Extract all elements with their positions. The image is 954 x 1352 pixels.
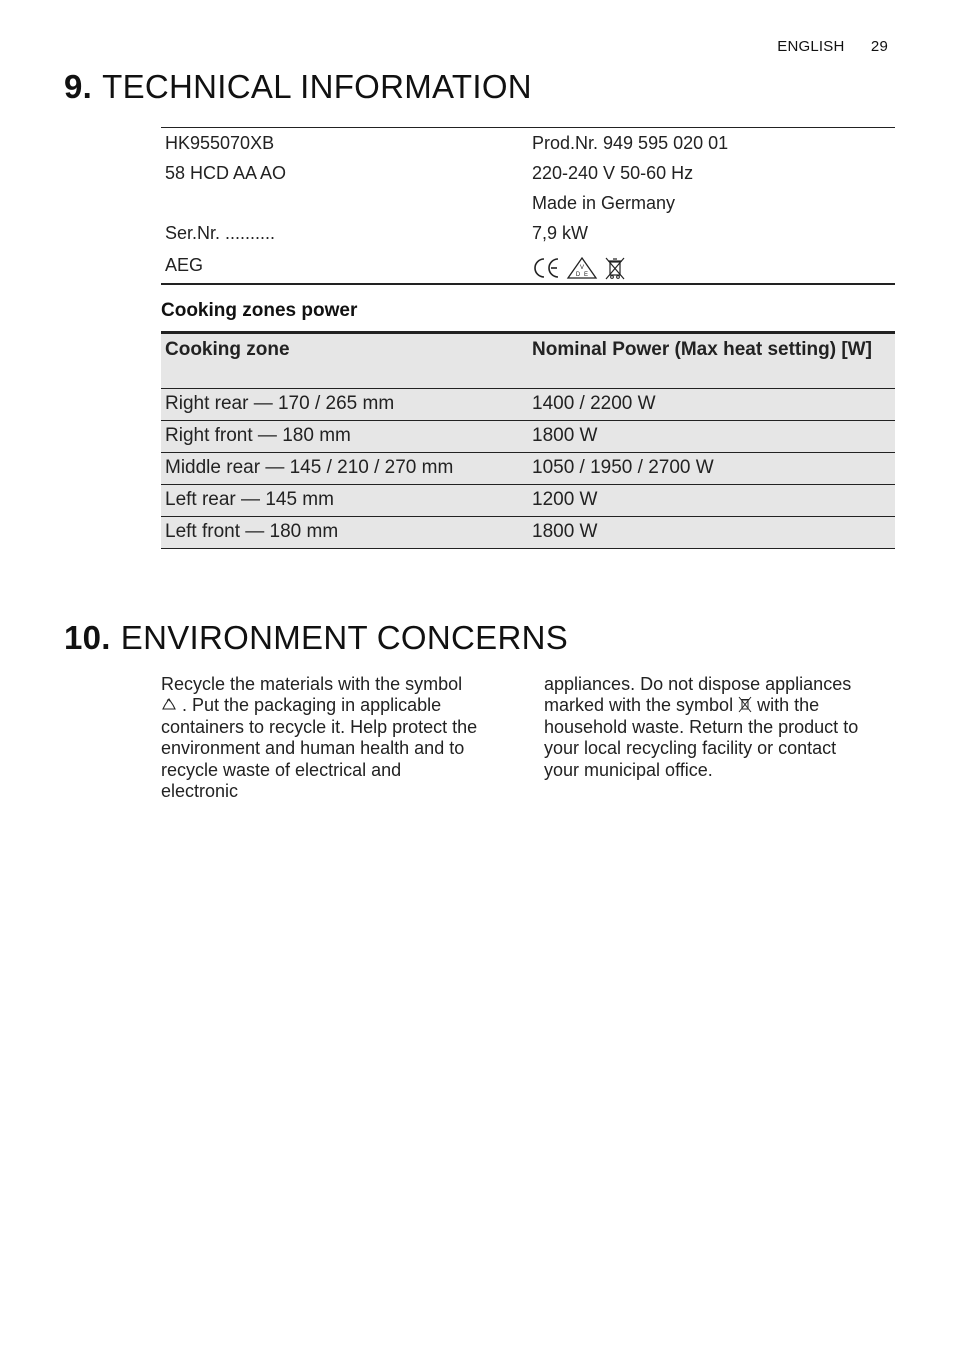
power-cell: 1400 / 2200 W [532,393,656,414]
table-row [161,453,895,485]
cooking-zone-cell: Left front — 180 mm [165,521,339,542]
table-row [161,389,895,421]
crossed-bin-icon [738,696,752,713]
table-header-row [161,333,895,389]
section-title: ENVIRONMENT CONCERNS [120,619,569,656]
power-cell: 1200 W [532,489,598,510]
spec-left: HK955070XB [165,132,275,153]
language-label: ENGLISH [777,38,845,55]
spec-right: Made in Germany [532,192,676,213]
page-header [777,38,888,55]
section-title: TECHNICAL INFORMATION [102,68,532,105]
cooking-zone-cell: Left rear — 145 mm [165,489,334,510]
spec-right: 7,9 kW [532,222,589,243]
power-cell: 1050 / 1950 / 2700 W [532,457,714,478]
certification-marks [528,252,895,280]
vde-mark-icon [566,256,598,280]
ce-mark-icon [532,256,560,280]
recycle-icon [161,697,177,713]
environment-text-column-1 [161,674,479,802]
spec-row [161,158,895,188]
table-row [161,421,895,453]
spec-row [161,128,895,158]
environment-concerns-heading [64,619,568,657]
spec-left: AEG [165,255,204,275]
spec-row [161,218,895,248]
cooking-zone-cell: Middle rear — 145 / 210 / 270 mm [165,457,454,478]
spec-table [161,127,895,285]
spec-right: 220-240 V 50-60 Hz [532,162,694,183]
paragraph-text: . Put the packaging in applicable containers to recycle it. Help protect the environment and human health and to recycle waste of electrical and electronic [161,695,478,802]
cooking-zone-cell: Right rear — 170 / 265 mm [165,393,395,414]
paragraph-text: Recycle the materials with the symbol [161,674,463,694]
column-header: Cooking zone [165,339,290,360]
power-cell: 1800 W [532,425,598,446]
table-row [161,517,895,549]
paragraph-text: with the household waste. Return the product to your local recycling facility or contact your municipal office. [544,695,859,780]
vde-letter: V [579,264,585,271]
section-number: 10. [64,619,111,656]
cooking-zone-cell: Right front — 180 mm [165,425,351,446]
spec-row [161,188,895,218]
technical-information-heading [64,68,532,106]
section-number: 9. [64,68,93,105]
table-row [161,485,895,517]
column-header: Nominal Power (Max heat setting) [W] [532,339,872,360]
cooking-zones-table [161,331,895,549]
power-cell: 1800 W [532,521,598,542]
spec-left: 58 HCD AA AO [165,162,287,183]
weee-crossed-bin-icon [604,256,626,280]
page-number: 29 [870,38,888,55]
cooking-zones-heading: Cooking zones power [161,300,358,321]
paragraph-text: appliances. Do not dispose appliances marked with the symbol [544,674,852,716]
environment-text-column-2 [544,674,862,781]
spec-left: Ser.Nr. .......... [165,222,276,243]
vde-letter: E [583,271,589,278]
spec-right: Prod.Nr. 949 595 020 01 [532,132,729,153]
spec-row [161,248,895,283]
vde-letter: D [575,271,581,278]
